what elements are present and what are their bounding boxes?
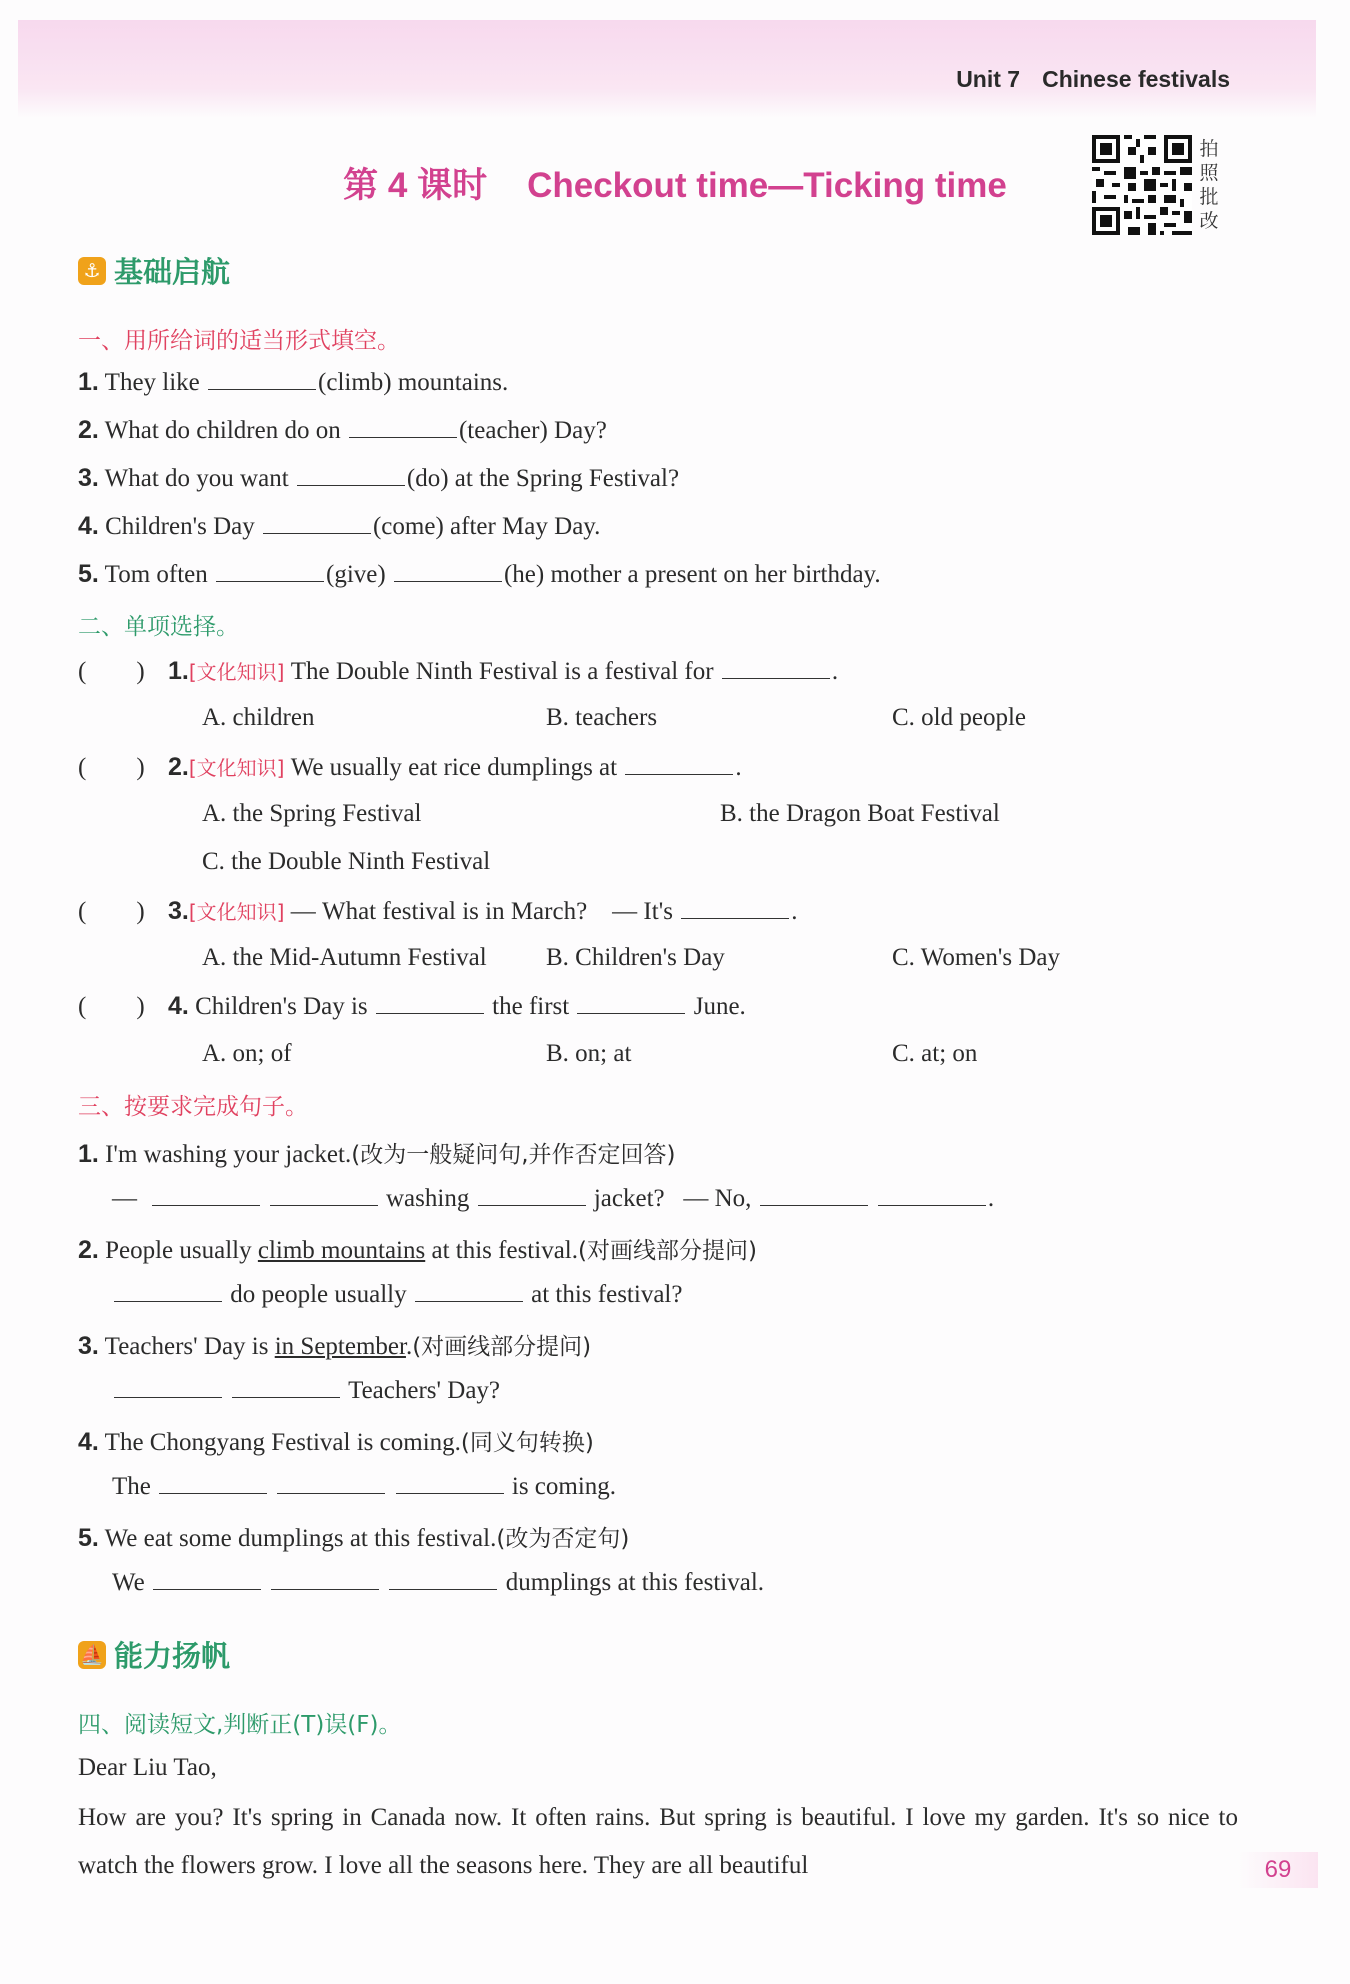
item-text: Teachers' Day? [348, 1377, 501, 1404]
item-number: 3. [78, 1332, 99, 1360]
answer-blank[interactable] [415, 1280, 523, 1302]
option-b[interactable]: B. teachers [546, 704, 658, 731]
item-text: . [405, 1333, 413, 1360]
underlined-phrase: in September [274, 1333, 406, 1360]
letter-greeting: Dear Liu Tao, [78, 1754, 217, 1781]
item-text: at this festival. [431, 1237, 578, 1264]
item-text: Teachers' Day is [104, 1333, 269, 1360]
item-text: People usually [105, 1237, 252, 1264]
item-text: The [112, 1473, 151, 1500]
qr-caption [1197, 137, 1221, 233]
item-text: at this festival? [531, 1281, 683, 1308]
item-text: — It's [612, 898, 673, 925]
unit-label: Unit 7 [956, 66, 1021, 92]
answer-blank[interactable] [478, 1184, 586, 1206]
item-text: . [831, 658, 839, 685]
part3-q1 [78, 1136, 675, 1169]
option-c[interactable]: C. old people [892, 704, 1027, 731]
answer-blank[interactable] [396, 1472, 504, 1494]
option-c[interactable]: C. Women's Day [892, 944, 1060, 971]
unit-topic: Chinese festivals [1042, 66, 1230, 92]
item-requirement: (改为一般疑问句,并作否定回答) [351, 1142, 676, 1168]
culture-tag-text: 文化知识 [196, 900, 277, 924]
answer-blank[interactable] [271, 1568, 379, 1590]
part2-title: 二、单项选择。 [78, 614, 239, 640]
answer-blank[interactable] [376, 992, 484, 1014]
part1-title: 一、用所给词的适当形式填空。 [78, 328, 400, 354]
item-number: 1. [168, 657, 189, 685]
item-text: (come) after May Day. [372, 513, 601, 540]
part1-item-5 [78, 560, 881, 589]
item-number: 4. [78, 1428, 99, 1456]
unit-header [956, 66, 1230, 93]
item-text: We eat some dumplings at this festival. [104, 1525, 497, 1552]
answer-bracket[interactable]: ( ) [78, 754, 145, 781]
item-text: Children's Day is [195, 993, 368, 1020]
item-number: 2. [168, 753, 189, 781]
answer-blank[interactable] [625, 753, 733, 775]
item-number: 1. [78, 368, 99, 396]
option-a[interactable]: A. on; of [202, 1040, 292, 1067]
section-basic [78, 250, 230, 291]
option-a[interactable]: A. the Mid-Autumn Festival [202, 944, 487, 971]
answer-blank[interactable] [114, 1376, 222, 1398]
answer-blank[interactable] [216, 560, 324, 582]
answer-blank[interactable] [263, 512, 371, 534]
part4-title: 四、阅读短文,判断正(T)误(F)。 [78, 1712, 402, 1738]
item-text: do people usually [230, 1281, 407, 1308]
item-text: . [735, 754, 742, 781]
qr-caption-char: 批 [1199, 186, 1219, 208]
item-text: Tom often [104, 561, 208, 588]
culture-tag-text: 文化知识 [196, 756, 277, 780]
option-b[interactable]: B. the Dragon Boat Festival [720, 800, 1000, 827]
answer-blank[interactable] [277, 1472, 385, 1494]
part3-q3-answer [112, 1376, 500, 1405]
answer-blank[interactable] [577, 992, 685, 1014]
item-text: The Double Ninth Festival is a festival for [290, 658, 714, 685]
qr-caption-char: 拍 [1199, 138, 1219, 160]
qr-caption-char: 照 [1199, 162, 1219, 184]
option-b[interactable]: B. Children's Day [546, 944, 725, 971]
item-text: I'm washing your jacket. [105, 1141, 352, 1168]
item-text: dumplings at this festival. [505, 1569, 765, 1596]
part3-q3 [78, 1328, 591, 1361]
item-text: They like [104, 369, 200, 396]
item-text: We [112, 1569, 145, 1596]
item-requirement: (同义句转换) [460, 1430, 594, 1456]
item-text: June. [693, 993, 746, 1020]
item-text: . [987, 1185, 995, 1212]
section-basic-title: 基础启航 [114, 255, 231, 289]
answer-blank[interactable] [208, 368, 316, 390]
part1-item-3 [78, 464, 679, 493]
item-text: (give) [326, 561, 386, 588]
section-ability [78, 1634, 230, 1675]
option-b[interactable]: B. on; at [546, 1040, 632, 1067]
part1-item-4 [78, 512, 600, 541]
answer-blank[interactable] [297, 464, 405, 486]
item-text: The Chongyang Festival is coming. [104, 1429, 461, 1456]
item-text: — [112, 1185, 137, 1212]
item-text: What do children do on [104, 417, 341, 444]
part3-q5-answer [112, 1568, 764, 1597]
item-number: 4. [168, 992, 189, 1020]
item-text: — No, [683, 1185, 752, 1212]
answer-blank[interactable] [270, 1184, 378, 1206]
item-number: 3. [168, 897, 189, 925]
item-number: 4. [78, 512, 99, 540]
qr-code-icon[interactable] [1092, 135, 1192, 235]
item-text: What do you want [104, 465, 289, 492]
answer-blank[interactable] [878, 1184, 986, 1206]
answer-blank[interactable] [114, 1280, 222, 1302]
answer-blank[interactable] [394, 560, 502, 582]
item-number: 2. [78, 416, 99, 444]
letter-body: How are you? It's spring in Canada now. It often rains. But spring is beautiful. I love my garden. It's so nice to watch the flowers grow. I love all the seasons here. They are all beautiful [78, 1804, 1238, 1879]
item-text: is coming. [511, 1473, 617, 1500]
answer-blank[interactable] [722, 657, 830, 679]
option-c[interactable]: C. the Double Ninth Festival [202, 848, 491, 875]
item-number: 5. [78, 560, 99, 588]
culture-tag: [文化知识] [188, 900, 285, 924]
answer-blank[interactable] [349, 416, 457, 438]
answer-bracket[interactable]: ( ) [78, 993, 145, 1020]
option-a[interactable]: A. children [202, 704, 315, 731]
section-ability-title: 能力扬帆 [114, 1639, 231, 1673]
item-text: (teacher) Day? [458, 417, 607, 444]
item-requirement: (对画线部分提问) [412, 1334, 592, 1360]
item-number: 3. [78, 464, 99, 492]
part3-q4-answer [112, 1472, 616, 1501]
lesson-prefix: 第 4 课时 [343, 166, 488, 205]
part3-title: 三、按要求完成句子。 [78, 1094, 308, 1120]
answer-bracket[interactable]: ( ) [78, 658, 145, 685]
culture-tag: [文化知识] [188, 660, 285, 684]
item-text: jacket? [593, 1185, 665, 1212]
option-c[interactable]: C. at; on [892, 1040, 978, 1067]
qr-caption-char: 改 [1199, 210, 1219, 232]
answer-blank[interactable] [760, 1184, 868, 1206]
page-number: 69 [1238, 1852, 1318, 1888]
anchor-icon: ⚓ [78, 257, 106, 285]
item-text: . [791, 898, 798, 925]
item-number: 5. [78, 1524, 99, 1552]
answer-blank[interactable] [681, 897, 789, 919]
item-text: washing [386, 1185, 470, 1212]
answer-blank[interactable] [153, 1568, 261, 1590]
part1-item-1 [78, 368, 508, 397]
item-number: 2. [78, 1236, 99, 1264]
part2-q1 [78, 656, 838, 686]
lesson-name: Checkout time—Ticking time [527, 166, 1007, 205]
item-requirement: (对画线部分提问) [577, 1238, 757, 1264]
culture-tag: [文化知识] [188, 756, 285, 780]
item-requirement: (改为否定句) [496, 1526, 630, 1552]
part3-q4 [78, 1424, 594, 1457]
item-text: We usually eat rice dumplings at [290, 754, 618, 781]
part3-q5 [78, 1520, 629, 1553]
part2-q2 [78, 752, 742, 782]
part2-q4 [78, 992, 746, 1021]
part3-q2 [78, 1232, 757, 1265]
answer-bracket[interactable]: ( ) [78, 898, 145, 925]
option-a[interactable]: A. the Spring Festival [202, 800, 422, 827]
part1-item-2 [78, 416, 607, 445]
item-text: — What festival is in March? [290, 898, 588, 925]
item-text: (do) at the Spring Festival? [406, 465, 680, 492]
sail-icon: ⛵ [78, 1641, 106, 1669]
part3-q2-answer [112, 1280, 682, 1309]
underlined-phrase: climb mountains [257, 1237, 426, 1264]
culture-tag-text: 文化知识 [196, 660, 277, 684]
answer-blank[interactable] [159, 1472, 267, 1494]
item-text: (he) mother a present on her birthday. [503, 561, 881, 588]
part3-q1-answer [112, 1184, 994, 1213]
answer-blank[interactable] [389, 1568, 497, 1590]
answer-blank[interactable] [232, 1376, 340, 1398]
item-number: 1. [78, 1140, 99, 1168]
item-text: the first [492, 993, 570, 1020]
item-text: (climb) mountains. [318, 369, 509, 396]
item-text: Children's Day [105, 513, 255, 540]
answer-blank[interactable] [152, 1184, 260, 1206]
part2-q3 [78, 896, 797, 926]
